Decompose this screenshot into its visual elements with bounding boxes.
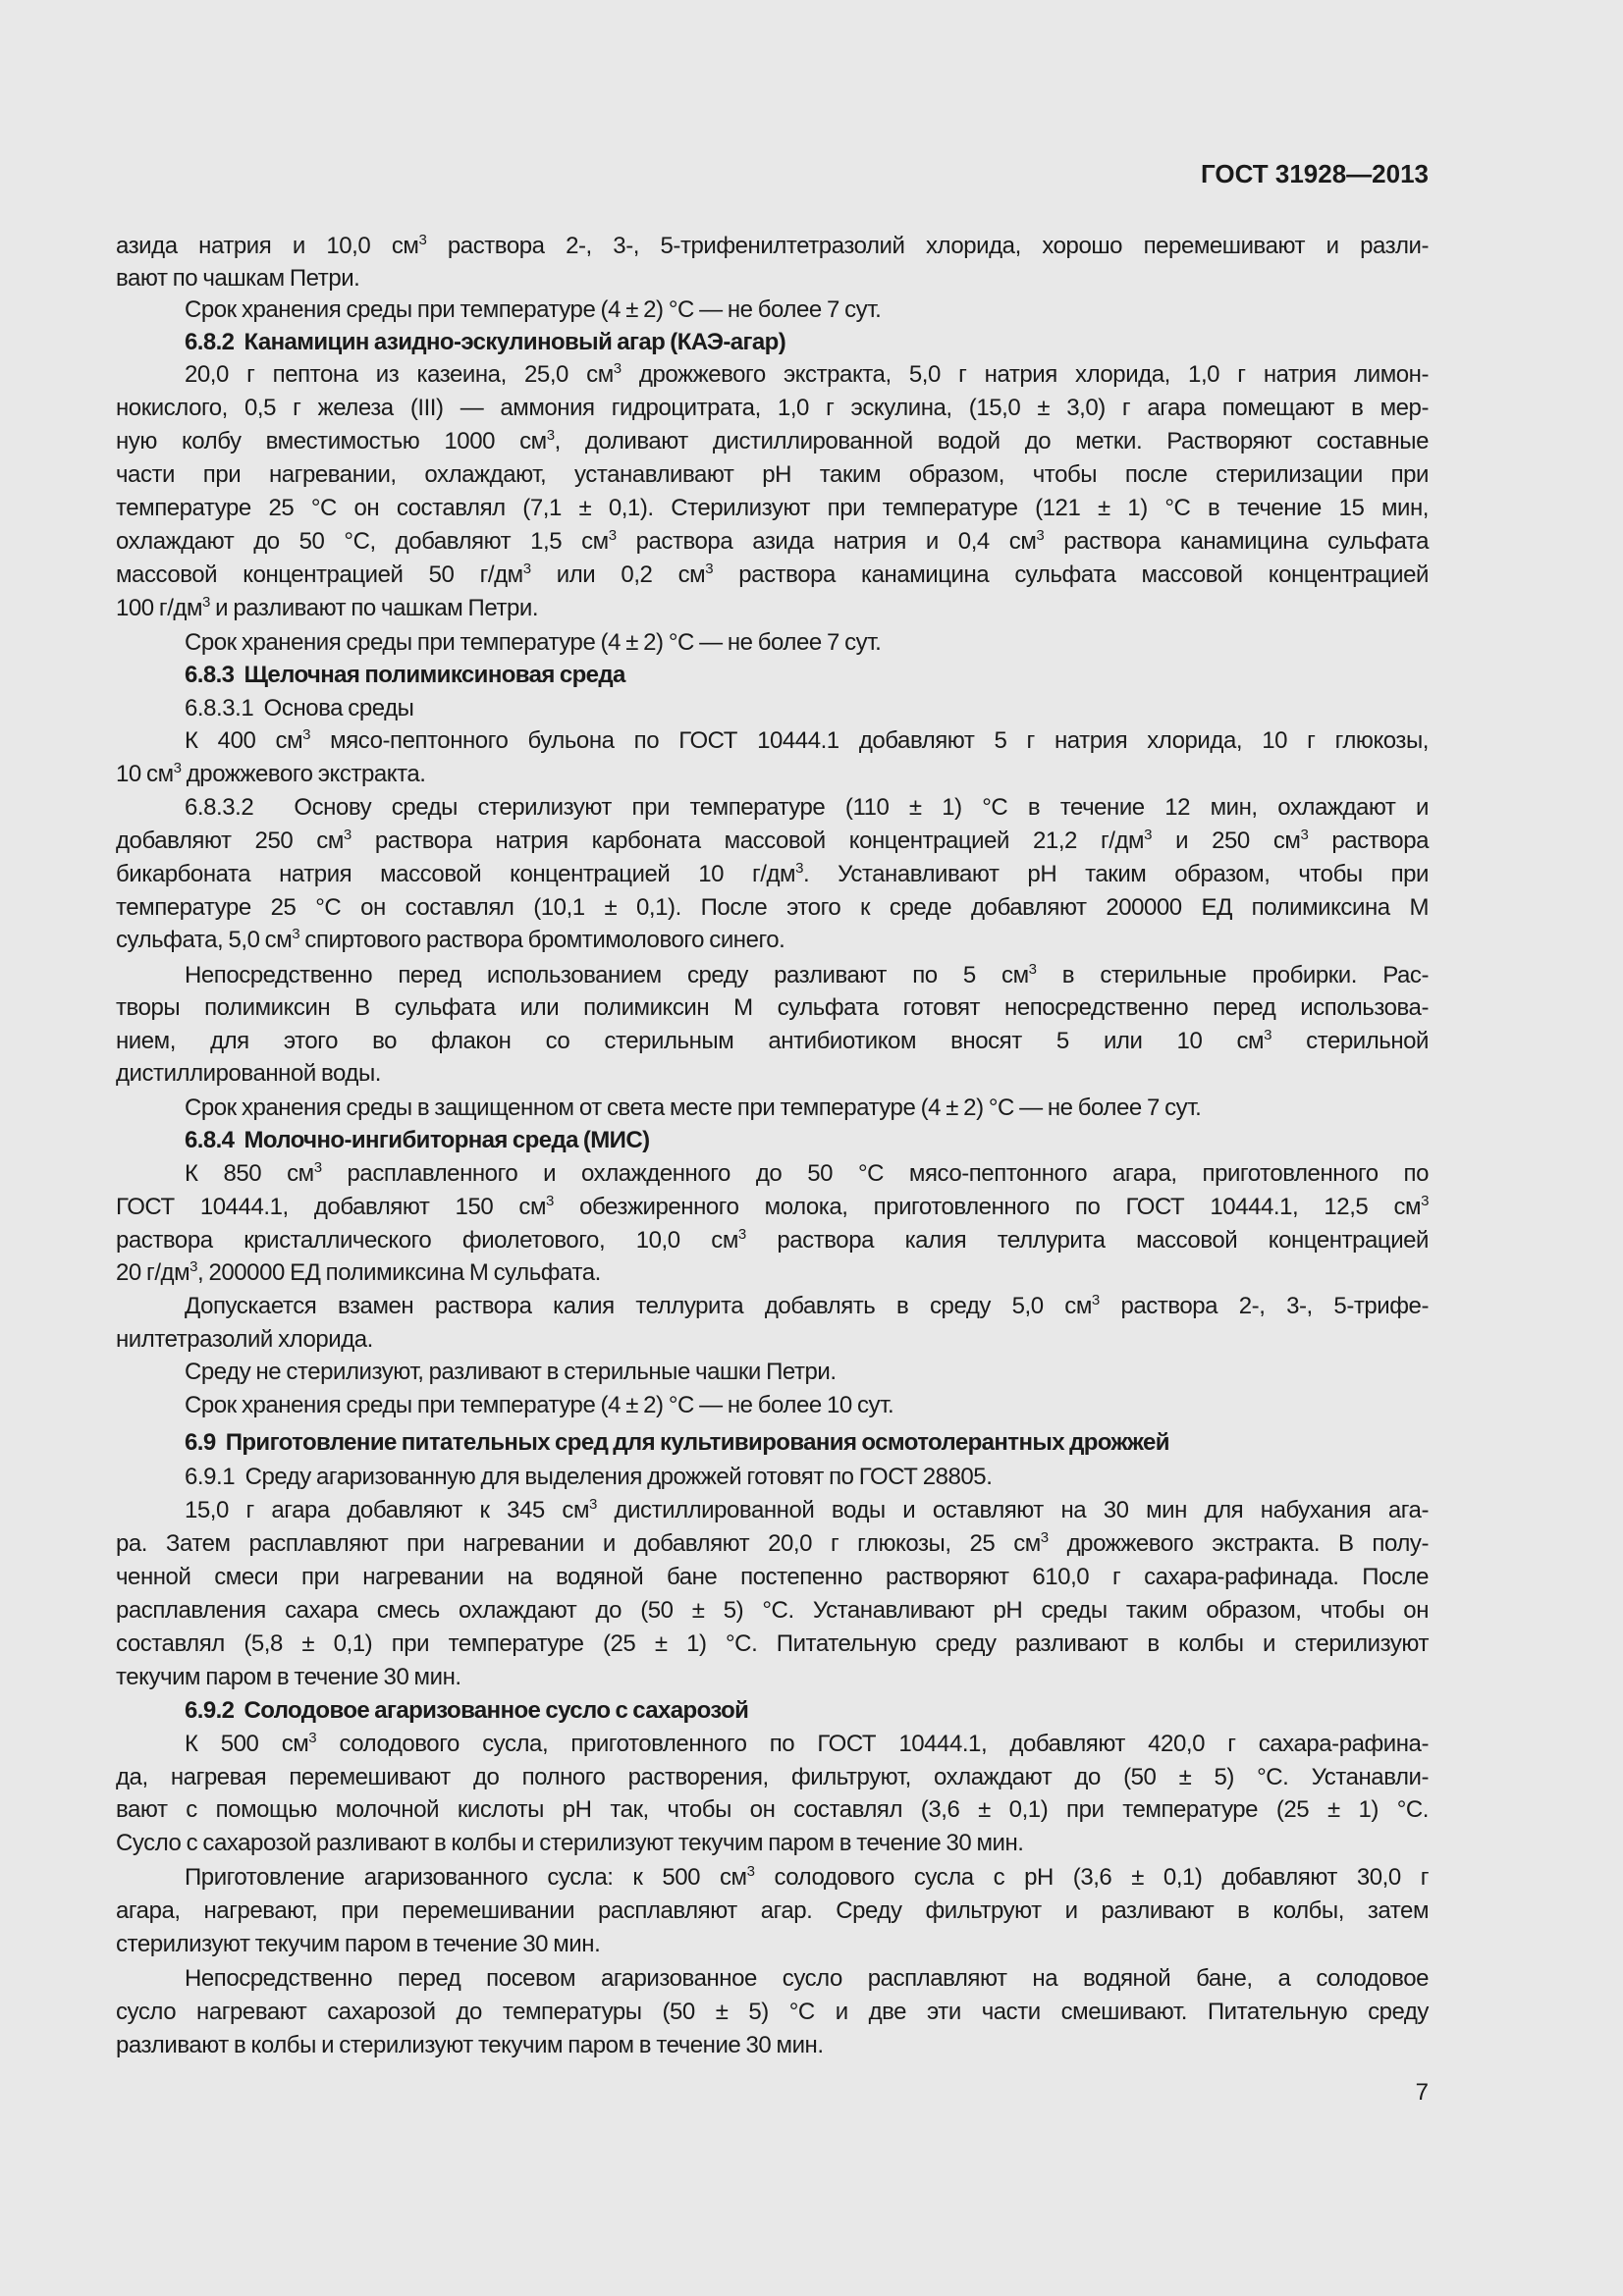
text-line: 20 $г/дм^3$, 200000 ЕД полимиксина М сульфата. bbox=[116, 1258, 601, 1286]
section-heading-line: 6.8.4 Молочно-ингибиторная среда (МИС) bbox=[185, 1127, 650, 1153]
text-line: массовой концентрацией 50 $г/дм^3$ или 0,2 $см^3$ раствора канамицина сульфата массовой концентрацией bbox=[116, 561, 1429, 588]
text-line: Приготовление агаризованного сусла: к 500 $см^3$ солодового сусла с pH (3,6 ± 0,1) добавляют 30,0 г bbox=[185, 1863, 1429, 1891]
text-line: 10 $см^3$ дрожжевого экстракта. bbox=[116, 760, 426, 787]
section-heading-line: 6.8.2 Канамицин азидно-эскулиновый агар (КАЭ-агар) bbox=[185, 329, 786, 355]
text-line: добавляют 250 $см^3$ раствора натрия карбоната массовой концентрацией 21,2 $г/дм^3$ и 250 $см^3$ раствора bbox=[116, 827, 1430, 854]
text-line: Непосредственно перед посевом агаризованное сусло расплавляют на водяной бане, а солодовое bbox=[185, 1965, 1429, 1992]
text-line: раствора кристаллического фиолетового, 10,0 $см^3$ раствора калия теллурита массовой концентрацией bbox=[116, 1226, 1430, 1254]
text-line: нокислого, 0,5 г железа (III) — аммония гидроцитрата, 1,0 г эскулина, (15,0 ± 3,0) г агара помещают в мер- bbox=[116, 395, 1429, 421]
text-line: сусло нагревают сахарозой до температуры (50 ± 5) °С и две эти части смешивают. Питательную среду bbox=[116, 1999, 1429, 2025]
text-line: 6.9.1 Среду агаризованную для выделения дрожжей готовят по ГОСТ 28805. bbox=[185, 1464, 993, 1490]
text-line: ную колбу вместимостью 1000 $см^3$, доливают дистиллированной водой до метки. Растворяют составные bbox=[116, 427, 1429, 454]
section-heading-line: 6.9.2 Солодовое агаризованное сусло с сахарозой bbox=[185, 1697, 749, 1724]
text-line: К 400 $см^3$ мясо-пептонного бульона по ГОСТ 10444.1 добавляют 5 г натрия хлорида, 10 г глюкозы, bbox=[185, 726, 1429, 754]
text-line: Срок хранения среды при температуре (4 ± 2) °С — не более 10 сут. bbox=[185, 1392, 894, 1418]
text-line: части при нагревании, охлаждают, устанавливают pH таким образом, чтобы после стерилизации при bbox=[116, 461, 1429, 488]
text-line: Срок хранения среды при температуре (4 ± 2) °С — не более 7 сут. bbox=[185, 296, 882, 323]
text-line: 100 $г/дм^3$ и разливают по чашкам Петри. bbox=[116, 594, 539, 621]
text-line: Сусло с сахарозой разливают в колбы и стерилизуют текучим паром в течение 30 мин. bbox=[116, 1830, 1024, 1856]
text-line: Непосредственно перед использованием среду разливают по 5 $см^3$ в стерильные пробирки. Рас- bbox=[185, 961, 1429, 988]
text-line: дистиллированной воды. bbox=[116, 1060, 381, 1087]
text-line: вают с помощью молочной кислоты pH так, чтобы он составлял (3,6 ± 0,1) при температуре (25 ± 1) °С. bbox=[116, 1796, 1429, 1823]
text-line: ГОСТ 10444.1, добавляют 150 $см^3$ обезжиренного молока, приготовленного по ГОСТ 10444.1, 12,5 $см^3$ bbox=[116, 1193, 1429, 1220]
document-header-id: ГОСТ 31928—2013 bbox=[1201, 159, 1429, 188]
text-line: бикарбоната натрия массовой концентрацией 10 $г/дм^3$. Устанавливают pH таким образом, чтобы при bbox=[116, 860, 1429, 887]
text-line: 20,0 г пептона из казеина, 25,0 $см^3$ дрожжевого экстракта, 5,0 г натрия хлорида, 1,0 г натрия лимон- bbox=[185, 360, 1429, 388]
text-line: агара, нагревают, при перемешивании расплавляют агар. Среду фильтруют и разливают в колбы, затем bbox=[116, 1897, 1429, 1924]
text-line: температуре 25 °С он составлял (7,1 ± 0,1). Стерилизуют при температуре (121 ± 1) °С в течение 15 мин, bbox=[116, 495, 1429, 521]
text-line: да, нагревая перемешивают до полного растворения, фильтруют, охлаждают до (50 ± 5) °С. Устанавли- bbox=[116, 1764, 1429, 1790]
text-line: расплавления сахара смесь охлаждают до (50 ± 5) °С. Устанавливают pH среды таким образом, чтобы он bbox=[116, 1597, 1429, 1624]
text-line: сульфата, 5,0 $см^3$ спиртового раствора бромтимолового синего. bbox=[116, 926, 785, 953]
text-line: азида натрия и 10,0 $см^3$ раствора 2-, 3-, 5-трифенилтетразолий хлорида, хорошо перемешивают и разли- bbox=[116, 232, 1429, 259]
text-line: К 500 $см^3$ солодового сусла, приготовленного по ГОСТ 10444.1, добавляют 420,0 г сахара-рафина- bbox=[185, 1730, 1429, 1757]
text-line: Срок хранения среды при температуре (4 ± 2) °С — не более 7 сут. bbox=[185, 629, 882, 656]
text-line: вают по чашкам Петри. bbox=[116, 265, 360, 292]
text-line: 6.8.3.2 Основу среды стерилизуют при температуре (110 ± 1) °С в течение 12 мин, охлаждают и bbox=[185, 794, 1429, 821]
text-line: Среду не стерилизуют, разливают в стерильные чашки Петри. bbox=[185, 1359, 837, 1385]
text-line: Допускается взамен раствора калия теллурита добавлять в среду 5,0 $см^3$ раствора 2-, 3-, 5-трифе- bbox=[185, 1292, 1429, 1319]
text-line: охлаждают до 50 °С, добавляют 1,5 $см^3$ раствора азида натрия и 0,4 $см^3$ раствора канамицина сульфата bbox=[116, 527, 1429, 555]
section-heading-line: 6.8.3 Щелочная полимиксиновая среда bbox=[185, 662, 625, 688]
text-line: творы полимиксин В сульфата или полимиксин М сульфата готовят непосредственно перед использова- bbox=[116, 994, 1429, 1021]
text-line: температуре 25 °С он составлял (10,1 ± 0,1). После этого к среде добавляют 200000 ЕД полимиксина М bbox=[116, 894, 1429, 921]
text-line: ченной смеси при нагревании на водяной бане постепенно растворяют 610,0 г сахара-рафинада. После bbox=[116, 1564, 1429, 1590]
section-heading-line: 6.9 Приготовление питательных сред для культивирования осмотолерантных дрожжей bbox=[185, 1429, 1169, 1456]
text-line: ра. Затем расплавляют при нагревании и добавляют 20,0 г глюкозы, 25 $см^3$ дрожжевого экстракта. В полу- bbox=[116, 1529, 1429, 1557]
text-line: разливают в колбы и стерилизуют текучим паром в течение 30 мин. bbox=[116, 2032, 824, 2058]
text-line: стерилизуют текучим паром в течение 30 мин. bbox=[116, 1931, 601, 1957]
text-line: нилтетразолий хлорида. bbox=[116, 1326, 373, 1353]
text-line: нием, для этого во флакон со стерильным антибиотиком вносят 5 или 10 $см^3$ стерильной bbox=[116, 1027, 1429, 1054]
text-line: текучим паром в течение 30 мин. bbox=[116, 1664, 461, 1690]
text-line: 6.8.3.1 Основа среды bbox=[185, 695, 414, 721]
text-line: 15,0 г агара добавляют к 345 $см^3$ дистиллированной воды и оставляют на 30 мин для набухания ага- bbox=[185, 1496, 1430, 1523]
text-line: Срок хранения среды в защищенном от света месте при температуре (4 ± 2) °С — не более 7 сут. bbox=[185, 1095, 1202, 1121]
text-line: К 850 $см^3$ расплавленного и охлажденного до 50 °С мясо-пептонного агара, приготовленного по bbox=[185, 1159, 1430, 1187]
text-line: составлял (5,8 ± 0,1) при температуре (25 ± 1) °С. Питательную среду разливают в колбы и стерилизуют bbox=[116, 1630, 1429, 1657]
page-number: 7 bbox=[1415, 2079, 1429, 2106]
